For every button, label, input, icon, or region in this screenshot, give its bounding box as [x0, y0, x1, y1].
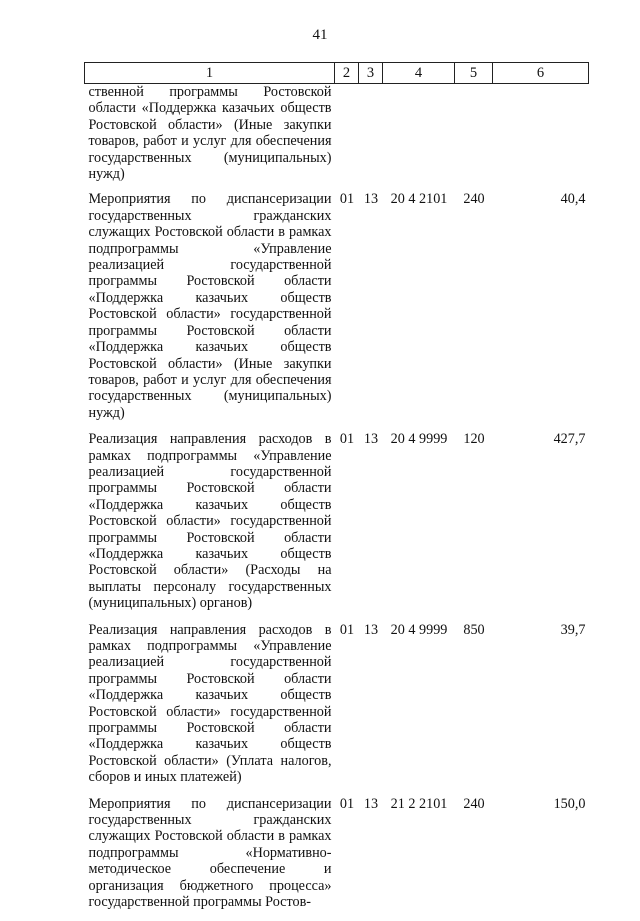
row-subsection-code: 13: [363, 191, 379, 208]
table-row: [85, 796, 589, 921]
header-row: [85, 63, 589, 84]
row-description: Реализация направления расходов в рамках подпрограммы «Управление реализацией государственной программы Ростовской области «Поддержка казачьих обществ Ростовской области» государственной программы Ростовской области «Поддержка казачьих обществ Ростовской области» (Уплата налогов, сборов и иных платежей): [88, 621, 332, 786]
row-target-code: 20 4 2101: [390, 191, 448, 208]
row-section-code: [335, 84, 359, 192]
row-subsection-code: 13: [363, 621, 379, 638]
row-description: Реализация направления расходов в рамках подпрограммы «Управление реализацией государственной программы Ростовской области «Поддержка казачьих обществ Ростовской области» государственной программы Ростовской области «Поддержка казачьих обществ Ростовской области» (Расходы на выплаты персоналу государственных (муниципальных) органов): [88, 431, 332, 612]
row-amount: 39,7: [560, 621, 586, 638]
row-expense-type-code: 120: [463, 431, 485, 448]
table-row: [85, 84, 589, 192]
header-col-2: 2: [335, 63, 359, 84]
row-subsection-code: 13: [363, 795, 379, 812]
row-section-code: 01: [339, 191, 355, 208]
row-amount: 40,4: [560, 191, 586, 208]
page-number: 41: [312, 27, 328, 43]
header-col-5: 5: [455, 63, 493, 84]
row-section-code: 01: [339, 431, 355, 448]
row-expense-type-code: 240: [463, 191, 485, 208]
table-row: [85, 622, 589, 796]
row-description: Мероприятия по диспансеризации государственных гражданских служащих Ростовской области в рамках подпрограммы «Нормативно-методическое обеспечение и организация бюджетного процесса» государственной программы Ростов-: [88, 795, 332, 911]
row-expense-type-code: 850: [463, 621, 485, 638]
header-col-4: 4: [383, 63, 455, 84]
row-target-code: 20 4 9999: [390, 621, 448, 638]
header-col-1: 1: [85, 63, 335, 84]
header-col-6: 6: [493, 63, 589, 84]
table-row: [85, 431, 589, 621]
row-section-code: 01: [339, 795, 355, 812]
row-section-code: 01: [339, 621, 355, 638]
row-target-code: 21 2 2101: [390, 795, 448, 812]
header-col-3: 3: [359, 63, 383, 84]
row-subsection-code: 13: [363, 431, 379, 448]
row-subsection-code: [359, 84, 383, 192]
row-target-code: [383, 84, 455, 192]
row-expense-type-code: [455, 84, 493, 192]
row-amount: 150,0: [553, 795, 586, 812]
row-description: ственной программы Ростовской области «Поддержка казачьих обществ Ростовской области» (Иные закупки товаров, работ и услуг для обеспечения государственных (муниципальных) нужд): [88, 84, 332, 183]
budget-table: [84, 62, 589, 921]
row-amount: [493, 84, 589, 192]
row-target-code: 20 4 9999: [390, 431, 448, 448]
table-row: [85, 191, 589, 431]
row-description: Мероприятия по диспансеризации государственных гражданских служащих Ростовской области в рамках подпрограммы «Управление реализацией государственной программы Ростовской области «Поддержка казачьих обществ Ростовской области» государственной программы Ростовской области «Поддержка казачьих обществ Ростовской области» (Иные закупки товаров, работ и услуг для обеспечения государственных (муниципальных) нужд): [88, 191, 332, 421]
row-expense-type-code: 240: [463, 795, 485, 812]
row-amount: 427,7: [553, 431, 586, 448]
